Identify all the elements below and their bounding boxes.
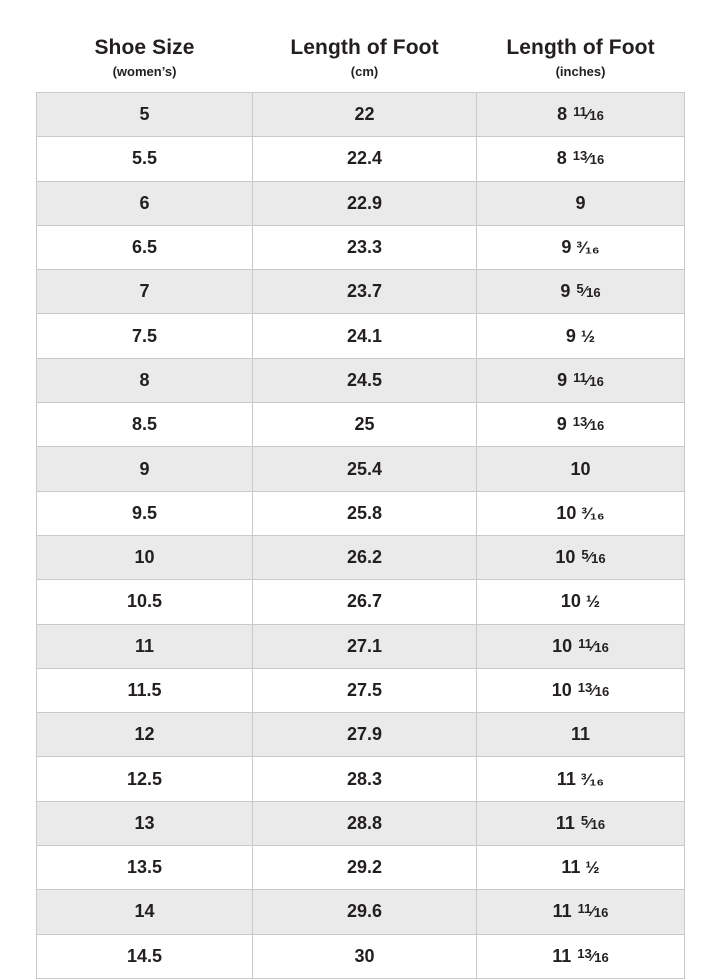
cell-shoe-size: 9 xyxy=(37,447,253,491)
cell-shoe-size: 8.5 xyxy=(37,403,253,447)
table-row xyxy=(37,447,685,491)
cell-shoe-size: 5.5 xyxy=(37,137,253,181)
cell-length-cm: 28.8 xyxy=(253,801,477,845)
cell-shoe-size: 13 xyxy=(37,801,253,845)
table-row xyxy=(37,890,685,934)
table-row xyxy=(37,137,685,181)
cell-length-cm: 29.6 xyxy=(253,890,477,934)
table-row xyxy=(37,846,685,890)
cell-length-cm: 25 xyxy=(253,403,477,447)
cell-length-cm: 23.3 xyxy=(253,225,477,269)
column-header-shoe-size xyxy=(37,0,253,93)
cell-shoe-size: 6 xyxy=(37,181,253,225)
header-row xyxy=(37,0,685,93)
cell-shoe-size: 14 xyxy=(37,890,253,934)
table-row xyxy=(37,580,685,624)
cell-shoe-size: 11 xyxy=(37,624,253,668)
cell-shoe-size: 12 xyxy=(37,713,253,757)
cell-length-inches: 10 ³⁄₁₆ xyxy=(477,491,685,535)
cell-length-inches: 9 ½ xyxy=(477,314,685,358)
cell-length-inches: 10 ½ xyxy=(477,580,685,624)
table-row xyxy=(37,93,685,137)
table-body xyxy=(37,93,685,979)
column-header-length-inches-sub: (inches) xyxy=(555,64,606,80)
cell-shoe-size: 6.5 xyxy=(37,225,253,269)
table-row xyxy=(37,314,685,358)
table-row xyxy=(37,757,685,801)
cell-shoe-size: 10 xyxy=(37,535,253,579)
cell-length-cm: 27.5 xyxy=(253,668,477,712)
cell-length-inches: 11 $^{13}⁄_{16}$ xyxy=(477,934,685,978)
cell-length-cm: 22.4 xyxy=(253,137,477,181)
cell-shoe-size: 13.5 xyxy=(37,846,253,890)
table-row xyxy=(37,624,685,668)
cell-shoe-size: 9.5 xyxy=(37,491,253,535)
cell-length-cm: 28.3 xyxy=(253,757,477,801)
cell-length-cm: 24.1 xyxy=(253,314,477,358)
cell-length-cm: 24.5 xyxy=(253,358,477,402)
table-row xyxy=(37,668,685,712)
cell-shoe-size: 5 xyxy=(37,93,253,137)
cell-length-inches: 11 $^{11}⁄_{16}$ xyxy=(477,890,685,934)
cell-length-cm: 27.1 xyxy=(253,624,477,668)
table-row xyxy=(37,801,685,845)
table-row xyxy=(37,181,685,225)
cell-length-inches: 8 $^{13}⁄_{16}$ xyxy=(477,137,685,181)
cell-length-inches: 9 $^{13}⁄_{16}$ xyxy=(477,403,685,447)
table-row xyxy=(37,535,685,579)
column-header-shoe-size-sub: (women’s) xyxy=(112,64,177,80)
cell-shoe-size: 8 xyxy=(37,358,253,402)
cell-shoe-size: 7.5 xyxy=(37,314,253,358)
cell-length-inches: 10 $^{13}⁄_{16}$ xyxy=(477,668,685,712)
cell-length-inches: 11 ³⁄₁₆ xyxy=(477,757,685,801)
column-header-length-inches xyxy=(477,0,685,93)
column-header-length-cm-sub: (cm) xyxy=(350,64,379,80)
column-header-shoe-size-main: Shoe Size xyxy=(94,36,195,60)
cell-length-inches: 11 $^5⁄_{16}$ xyxy=(477,801,685,845)
column-header-length-inches-main: Length of Foot xyxy=(506,36,655,60)
column-header-length-cm xyxy=(253,0,477,93)
cell-shoe-size: 10.5 xyxy=(37,580,253,624)
cell-length-inches: 11 xyxy=(477,713,685,757)
table-row xyxy=(37,491,685,535)
cell-length-inches: 9 ³⁄₁₆ xyxy=(477,225,685,269)
table-row xyxy=(37,270,685,314)
cell-length-inches: 9 $^{11}⁄_{16}$ xyxy=(477,358,685,402)
table-row xyxy=(37,225,685,269)
table-header xyxy=(37,0,685,93)
cell-length-cm: 29.2 xyxy=(253,846,477,890)
cell-shoe-size: 7 xyxy=(37,270,253,314)
cell-shoe-size: 12.5 xyxy=(37,757,253,801)
cell-length-cm: 25.4 xyxy=(253,447,477,491)
cell-length-cm: 26.7 xyxy=(253,580,477,624)
cell-length-cm: 23.7 xyxy=(253,270,477,314)
shoe-size-table xyxy=(36,0,685,979)
cell-length-inches: 10 $^5⁄_{16}$ xyxy=(477,535,685,579)
cell-length-cm: 26.2 xyxy=(253,535,477,579)
table-row xyxy=(37,934,685,978)
cell-length-inches: 9 $^5⁄_{16}$ xyxy=(477,270,685,314)
table-row xyxy=(37,713,685,757)
cell-length-cm: 22 xyxy=(253,93,477,137)
cell-length-inches: 10 xyxy=(477,447,685,491)
column-header-length-cm-main: Length of Foot xyxy=(290,36,439,60)
table-row xyxy=(37,358,685,402)
cell-length-cm: 22.9 xyxy=(253,181,477,225)
cell-length-inches: 9 xyxy=(477,181,685,225)
cell-length-cm: 25.8 xyxy=(253,491,477,535)
cell-shoe-size: 14.5 xyxy=(37,934,253,978)
table-row xyxy=(37,403,685,447)
cell-length-inches: 8 $^{11}⁄_{16}$ xyxy=(477,93,685,137)
cell-length-cm: 27.9 xyxy=(253,713,477,757)
cell-length-inches: 10 $^{11}⁄_{16}$ xyxy=(477,624,685,668)
cell-length-inches: 11 ½ xyxy=(477,846,685,890)
cell-length-cm: 30 xyxy=(253,934,477,978)
cell-shoe-size: 11.5 xyxy=(37,668,253,712)
